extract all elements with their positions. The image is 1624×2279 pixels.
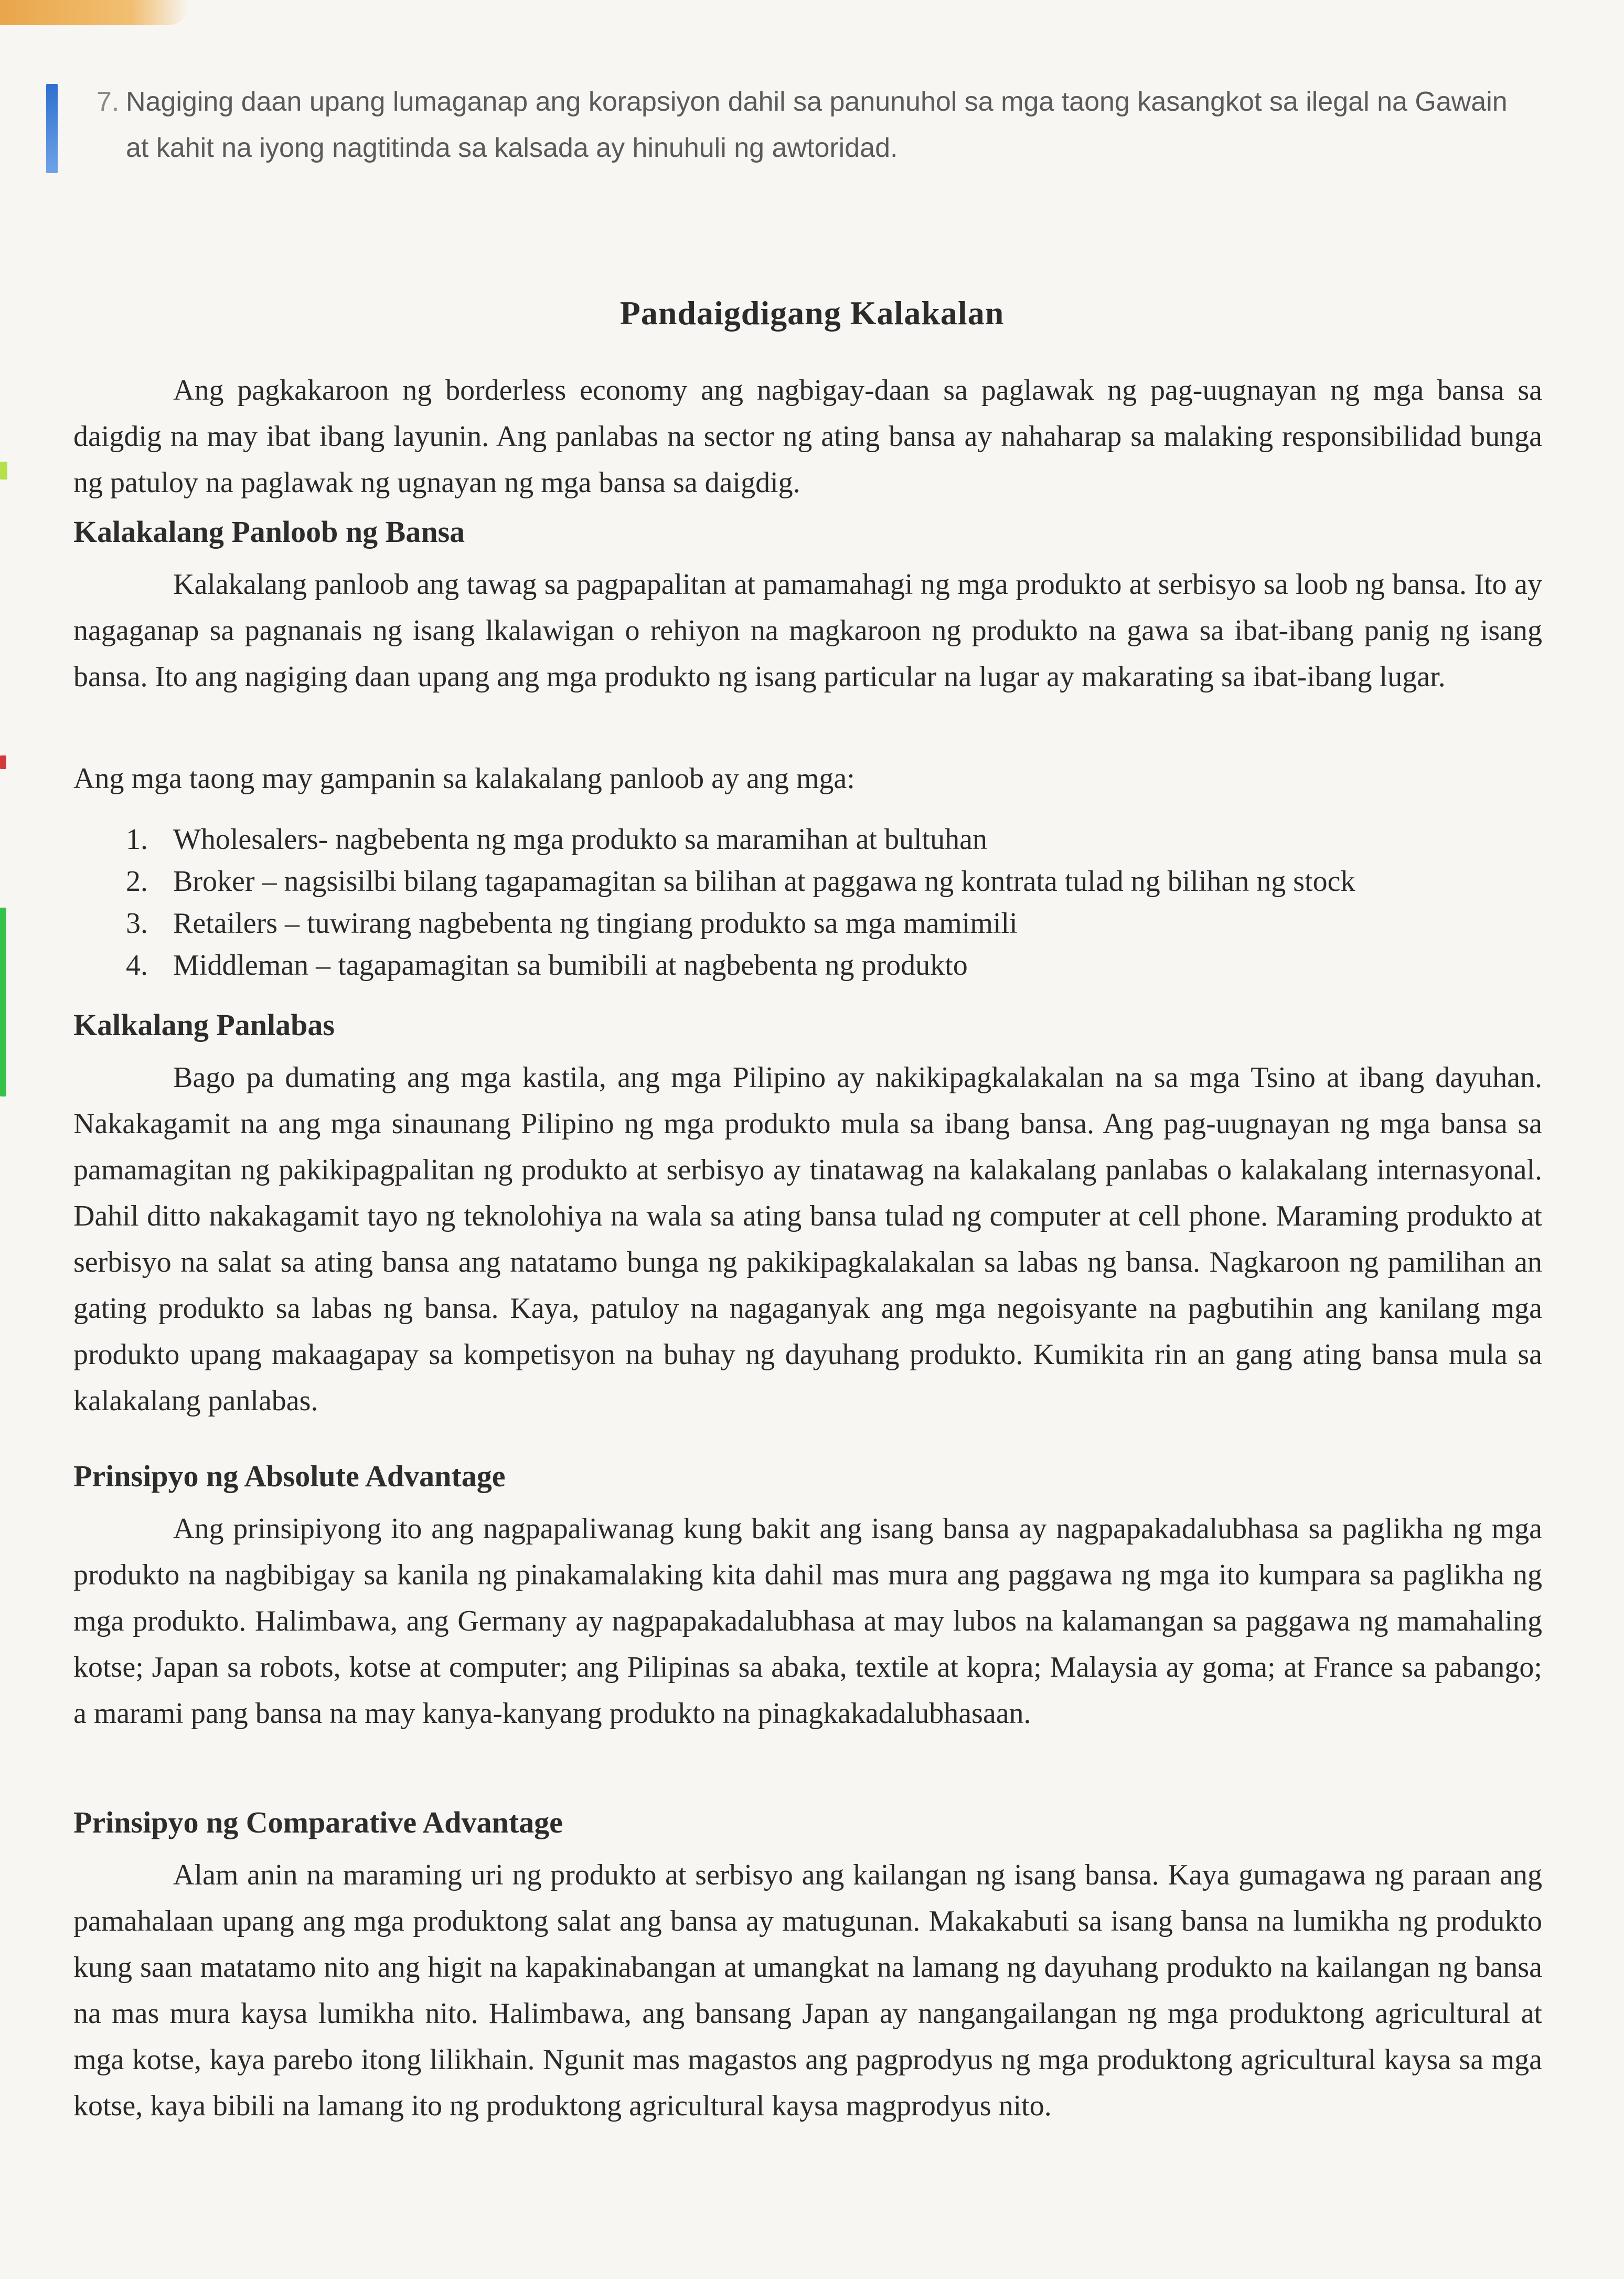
page-title: Pandaigdigang Kalakalan: [619, 294, 1005, 332]
section-heading-panlabas: Kalkalang Panlabas: [73, 1008, 335, 1042]
section-panloob-paragraph: [73, 561, 1542, 700]
section-absolute-paragraph: [73, 1506, 1542, 1737]
blue-edge-marker: [46, 84, 58, 173]
list-item: 3. Retailers – tuwirang nagbebenta ng tingiang produkto sa mga mamimili: [126, 907, 1018, 940]
section-absolute-text: Ang prinsipiyong ito ang nagpapaliwanag kung bakit ang isang bansa ay nagpapakadalubhasa sa paglikha ng mga produkto na nagbibigay sa kanila ng pinakamalaking kita dahil mas mura ang paggawa ng mga ito kumpara sa paglikha ng mga produkto. Halimbawa, ang Germany ay nagpapakadalubhasa at may lubos na kalamangan sa paggawa ng mamahaling kotse; Japan sa robots, kotse at computer; ang Pilipinas sa abaka, textile at kopra; Malaysia ay goma; at France sa pabango; a marami pang bansa na may kanya-kanyang produkto na pinagkakadalubhasaan.: [73, 1513, 1542, 1730]
list-item: 4. Middleman – tagapamagitan sa bumibili at nagbebenta ng produkto: [126, 949, 968, 982]
green-edge-strip: [0, 908, 6, 1096]
section-heading-panloob: Kalakalang Panloob ng Bansa: [73, 515, 465, 549]
section-panlabas-paragraph: [73, 1055, 1542, 1424]
green-edge-marker: [0, 462, 7, 480]
intro-paragraph: [73, 367, 1542, 506]
section-heading-comparative: Prinsipyo ng Comparative Advantage: [73, 1805, 563, 1839]
section-heading-absolute: Prinsipyo ng Absolute Advantage: [73, 1459, 506, 1493]
intro-item-text: Nagiging daan upang lumaganap ang korapsiyon dahil sa panunuhol sa mga taong kasangkot sa ilegal na Gawain at kahit na iyong nagtitinda sa kalsada ay hinuhuli ng awtoridad.: [126, 87, 1508, 163]
list-item: 1. Wholesalers- nagbebenta ng mga produkto sa maramihan at bultuhan: [126, 823, 987, 856]
list-item: 2. Broker – nagsisilbi bilang tagapamagitan sa bilihan at paggawa ng kontrata tulad ng bilihan ng stock: [126, 865, 1355, 898]
section-comparative-text: Alam anin na maraming uri ng produkto at serbisyo ang kailangan ng isang bansa. Kaya gumagawa ng paraan ang pamahalaan upang ang mga produktong salat ang bansa ay matugunan. Makakabuti sa isang bansa na lumikha ng produkto kung saan matatamo nito ang higit na kapakinabangan at umangkat na lamang ng dayuhang produkto na kailangan ng bansa na mas mura kaysa lumikha nito. Halimbawa, ang bansang Japan ay nangangailangan ng mga produktong agricultural at mga kotse, kaya parebo itong lilikhain. Ngunit mas magastos ang pagprodyus ng mga produktong agricultural kaysa sa mga kotse, kaya bibili na lamang ito ng produktong agricultural kaysa magprodyus nito.: [73, 1859, 1542, 2122]
section-comparative-paragraph: [73, 1852, 1542, 2129]
section-panlabas-text: Bago pa dumating ang mga kastila, ang mga Pilipino ay nakikipagkalakalan na sa mga Tsino at ibang dayuhan. Nakakagamit na ang mga sinaunang Pilipino ng mga produkto mula sa ibang bansa. Ang pag-uugnayan ng mga bansa sa pamamagitan ng pakikipagpalitan ng produkto at serbisyo ay tinatawag na kalakalang panlabas o kalakalang internasyonal. Dahil ditto nakakagamit tayo ng teknolohiya na wala sa ating bansa tulad ng computer at cell phone. Maraming produkto at serbisyo na salat sa ating bansa ang natatamo bunga ng pakikipagkalakalan sa labas ng bansa. Nagkaroon ng pamilihan an gating produkto sa labas ng bansa. Kaya, patuloy na nagaganyak ang mga negoisyante na pagbutihin ang kanilang mga produkto upang makaagapay sa kompetisyon na buhay ng dayuhang produkto. Kumikita rin an gang ating bansa mula sa kalakalang panlabas.: [73, 1061, 1542, 1417]
list-intro: Ang mga taong may gampanin sa kalakalang panloob ay ang mga:: [73, 762, 855, 795]
section-panloob-text: Kalakalang panloob ang tawag sa pagpapalitan at pamamahagi ng mga produkto at serbisyo sa loob ng bansa. Ito ay nagaganap sa pagnanais ng isang lkalawigan o rehiyon na magkaroon ng produkto na gawa sa ibat-ibang panig ng isang bansa. Ito ang nagiging daan upang ang mga produkto ng isang particular na lugar ay makarating sa ibat-ibang lugar.: [73, 568, 1542, 693]
red-edge-marker: [0, 755, 6, 769]
roles-list: [126, 818, 1542, 986]
intro-item-number: 7.: [97, 87, 120, 117]
orange-sticker-corner: [0, 0, 189, 25]
intro-paragraph-text: Ang pagkakaroon ng borderless economy ang nagbigay-daan sa paglawak ng pag-uugnayan ng mga bansa sa daigdig na may ibat ibang layunin. Ang panlabas na sector ng ating bansa ay nahaharap sa malaking responsibilidad bunga ng patuloy na paglawak ng ugnayan ng mga bansa sa daigdig.: [73, 374, 1542, 499]
intro-list-item: [97, 79, 1516, 171]
